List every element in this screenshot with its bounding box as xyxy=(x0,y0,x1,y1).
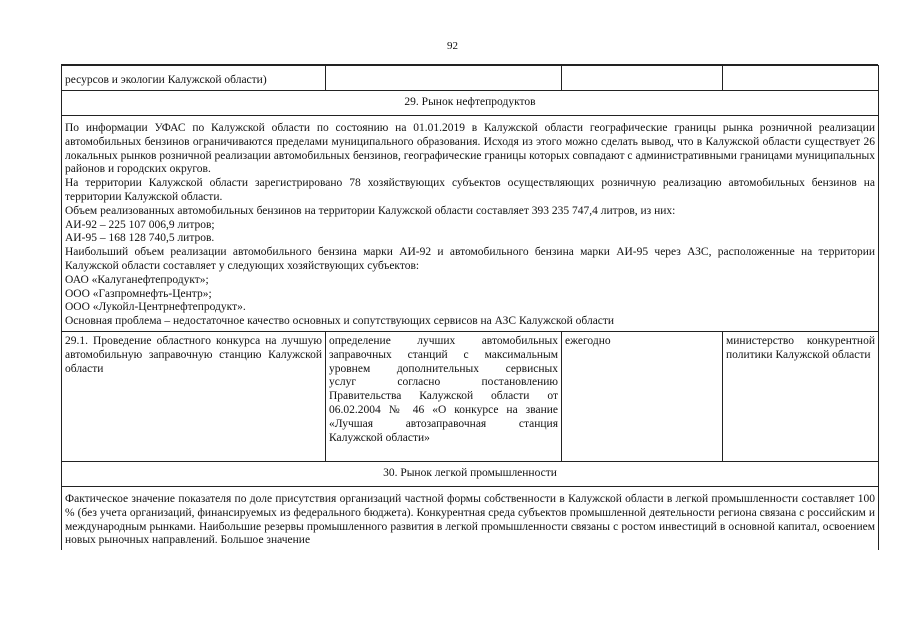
measure-result-line: заправочных станций с максимальным xyxy=(329,348,558,361)
measure-29-1-row xyxy=(62,331,879,461)
measure-result-line: Калужской области» xyxy=(329,431,430,444)
measure-result-line: Правительства Калужской области от xyxy=(329,390,558,403)
continued-row-result xyxy=(326,66,562,91)
program-table-wrapper xyxy=(61,64,878,550)
section-29-title: 29. Рынок нефтепродуктов xyxy=(62,91,879,116)
measure-name: 29.1. Проведение областного конкурса на лучшую автомобильную заправочную станцию Калужской области xyxy=(62,331,326,461)
section-29-paragraph: ООО «Газпромнефть-Центр»; xyxy=(65,287,212,300)
section-29-paragraph: Наибольший объем реализации автомобильного бензина марки АИ-92 и автомобильного бензина марки АИ-95 через АЗС, расположенные на территории Калужской области составляет у следующих хозяйствующих субъектов: xyxy=(65,246,875,272)
section-29-paragraph: По информации УФАС по Калужской области по состоянию на 01.01.2019 в Калужской области географические границы рынка розничной реализации автомобильных бензинов ограничиваются пределами муниципального образования. Исходя из этого можно сделать вывод, что в Калужской области существует 26 локальных рынков розничной реализации автомобильных бензинов, географические границы которых совпадают с административными границами муниципальных районов и городских округов. xyxy=(65,122,875,176)
measure-result xyxy=(326,331,562,461)
section-29-paragraph: На территории Калужской области зарегистрировано 78 хозяйствующих субъектов осуществляющих розничную реализацию автомобильных бензинов на территории Калужской области. xyxy=(65,177,875,203)
section-30-description: Фактическое значение показателя по доле присутствия организаций частной формы собственности в Калужской области в легкой промышленности составляет 100 % (без учета организаций, финансируемых из федерального бюджета). Конкурентная среда субъектов промышленной деятельности региона связана с российским и международным рынками. Наибольшие резервы промышленного развития в легкой промышленности связаны с ростом инвестиций в основной капитал, освоением новых рыночных направлений. Большое значение xyxy=(62,486,879,550)
measure-result-line: определение лучших автомобильных xyxy=(329,334,558,347)
page-number: 92 xyxy=(447,40,458,52)
measure-result-line: 06.02.2004 № 46 «О конкурсе на звание xyxy=(329,403,558,416)
measure-period: ежегодно xyxy=(562,331,723,461)
continued-row-period xyxy=(562,66,723,91)
section-29-paragraph: ООО «Лукойл-Центрнефтепродукт». xyxy=(65,301,246,314)
measure-result-line: «Лучшая автозаправочная станция xyxy=(329,417,558,430)
continued-row-executor xyxy=(723,66,879,91)
section-29-header-row xyxy=(62,91,879,116)
section-30-header-row xyxy=(62,461,879,486)
measure-result-line: уровнем дополнительных сервисных xyxy=(329,362,558,375)
measure-executor: министерство конкурентной политики Калужской области xyxy=(723,331,879,461)
section-30-title: 30. Рынок легкой промышленности xyxy=(62,461,879,486)
section-29-paragraph: Основная проблема – недостаточное качество основных и сопутствующих сервисов на АЗС Калужской области xyxy=(65,315,615,328)
section-29-paragraph: ОАО «Калуганефтепродукт»; xyxy=(65,273,209,286)
section-29-paragraph: Объем реализованных автомобильных бензинов на территории Калужской области составляет 393 235 747,4 литров, из них: xyxy=(65,204,676,217)
section-29-paragraph: АИ-92 – 225 107 006,9 литров; xyxy=(65,218,215,231)
section-29-description-row xyxy=(62,116,879,332)
measure-result-line: услуг согласно постановлению xyxy=(329,376,558,389)
program-table xyxy=(61,65,879,550)
section-29-description xyxy=(62,116,879,332)
continued-row-measure: ресурсов и экологии Калужской области) xyxy=(62,66,326,91)
continued-row xyxy=(62,66,879,91)
section-29-paragraph: АИ-95 – 168 128 740,5 литров. xyxy=(65,232,215,245)
section-30-description-row xyxy=(62,486,879,550)
